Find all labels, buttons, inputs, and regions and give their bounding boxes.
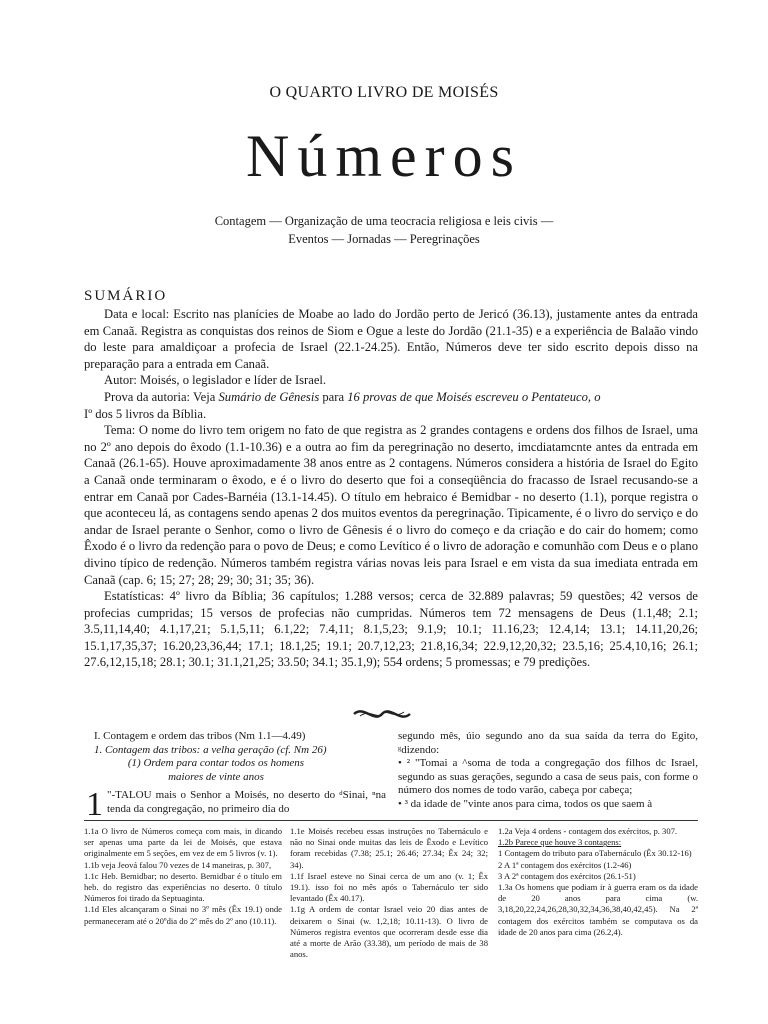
summary-heading: SUMÁRIO [84, 288, 168, 304]
outline-column [86, 730, 386, 823]
footnote: 1.2a Veja 4 ordens - contagem dos exércitos, p. 307. [498, 826, 678, 836]
verse-text: "-TALOU mais o Senhor a Moisés, no deserto do ᵈSinai, ⁿna tenda da congregação, no primeiro dia do [107, 789, 386, 815]
summary-body [84, 306, 698, 671]
footnotes-column-1 [84, 826, 282, 927]
subtitle-line: Eventos — Jornadas — Peregrinações [288, 232, 480, 246]
footnotes-column-2 [290, 826, 488, 960]
outline-heading-3: (1) Ordem para contar todos os homens [127, 757, 305, 769]
main-title: Números [246, 123, 522, 189]
footnote: 1.1f Israel esteve no Sinai cerca de um ano (v. 1; Êx 19.1). isso foi no mês após o Tabernáculo ter sido levantado (Êx 40.17). [290, 870, 488, 904]
footnote: 3 A 2ª contagem dos exércitos (26.1-51) [498, 870, 636, 881]
prova-text: para [319, 389, 348, 404]
chapter-dropcap: 1 [86, 786, 103, 823]
footnote: 1.1b veja Jeová falou 70 vezes de 14 maneiras, p. 307, [84, 859, 272, 870]
footnotes-column-3 [498, 826, 698, 938]
prova-text: Prova da autoria: Veja [104, 389, 219, 404]
verse-paragraph: • ³ da idade de "vinte anos para cima, todos os que saem à [398, 797, 653, 810]
footnote: 1 Contagem do tributo para oTabernáculo (Êx 30.12-16) [498, 848, 692, 859]
outline-heading-1: I. Contagem e ordem das tribos (Nm 1.1—4.49) [94, 730, 306, 742]
summary-estatisticas: Estatísticas: 4º livro da Bíblia; 36 capítulos; 1.288 versos; cerca de 32.889 palavras; 59 questões; 42 versos de profecias cumpridas; 15 versos de profecias não cumpridas. Números tem 72 mensagens de Deus (1.1,48; 2.1; 3.5,11,14,40; 4.1,17,21; 5.1,5,11; 6.1,22; 7.4,11; 8.1,5,23; 9.1,9; 10.1; 11.16,23; 12.4,14; 13.1; 14.11,20,26; 15.1,17,35,37; 16.20,23,36,44; 17.1; 18.1,25; 19.1; 20.7,12,23; 21.8,16,34; 22.9,12,20,32; 23.5,16; 25.4,10,16; 26.1; 27.6,12,15,18; 28.1; 30.1; 31.1,21,25; 33.50; 34.1; 35.1,9); 554 ordens; 5 promessas; e 79 predições. [84, 589, 698, 670]
summary-data-local: Data e local: Escrito nas planícies de Moabe ao lado do Jordão perto de Jericó (36.13), justamente antes da entrada em Canaã. Registra as conquistas dos reinos de Siom e Ogue a leste do Jordão (21.1-35) e a experiência de Balaão vindo do leste para amaldiçoar a profecia de Israel (22.1-24.25). Então, Números deve ter sido escrito depois disso na preparação para a entrada em Canaã. [84, 307, 698, 371]
outline-heading-2: 1. Contagem das tribos: a velha geração (cf. Nm 26) [94, 743, 327, 756]
verse-column [398, 730, 698, 811]
footnote: 1.1c Heb. Bemidbar; no deserto. Bemidbar é o título em heb. do registro das experiências no deserto. 0 título Números foi tirado da Septuaginta. [84, 870, 282, 904]
footnote: 1.3a Os homens que podiam ir à guerra eram os da idade de 20 anos para cima (w. 3,18,20,22,24,26,28,30,32,34,36,38,40,42,45). Na 2ª contagem dos exércitos também se computava os da idade de 20 anos para cima (26.2,4). [498, 882, 698, 937]
footnote: 2 A 1ª contagem dos exércitos (1.2-46) [498, 859, 632, 870]
prova-italic: 16 provas de que Moisés escreveu o Pentateuco, o [347, 389, 601, 404]
book-title: O QUARTO LIVRO DE MOISÉS [269, 84, 499, 101]
footnote-divider [84, 820, 698, 821]
outline-heading-4: maiores de vinte anos [168, 770, 264, 783]
footnote: 1.2b Parece que houve 3 contagens: [498, 837, 622, 848]
ornament-icon [352, 705, 412, 723]
prova-italic: Sumário de Gênesis [218, 389, 320, 404]
verse-paragraph: • ² "Tomai a ^soma de toda a congregação dos filhos dc Israel, segundo as suas gerações, segundo a casa de seus pais, con forme o número dos nomes de todo varão, cabeça por cabeça; [398, 757, 698, 796]
footnote: 1.1a O livro de Números começa com mais, in dicando ser apenas uma parte da lei de Moisés, que estava originalmente em 5 seções, em vez de em 5 livros (v. 1). [84, 826, 282, 859]
verse-block [86, 786, 386, 823]
subtitle-line: Contagem — Organização de uma teocracia religiosa e leis civis — [214, 214, 554, 228]
verse-paragraph: segundo mês, úio segundo ano da sua saída da terra do Egito, ᵍdizendo: [398, 730, 698, 756]
footnote: 1.1d Eles alcançaram o Sinai no 3º mês (Êx 19.1) onde permaneceram até o 20ºdia do 2º mês do 2º ano (10.11). [84, 904, 282, 926]
summary-autor: Autor: Moisés, o legislador e líder de Israel. [104, 373, 327, 388]
footnote: 1.1g A ordem de contar Israel veio 20 dias antes de deixarem o Sinai (w. 1,2,18; 10.11-13). O livro de Números registra eventos que ocorreram desde esse dia até a morte de Arão (33.38), um período de mais de 38 anos. [290, 904, 488, 960]
summary-prova-line2: Iº dos 5 livros da Bíblia. [84, 406, 207, 421]
summary-prova [84, 389, 698, 406]
footnote: 1.1e Moisés recebeu essas instruções no Tabernáculo e não no Sinai onde muitas das leis de Êxodo e Levítico foram recebidas (7.38; 25.1; 26.46; 27.34; Êx 24; 32; 34). [290, 826, 488, 870]
subtitle [120, 212, 648, 248]
summary-tema: Tema: O nome do livro tem origem no fato de que registra as 2 grandes contagens e ordens dos filhos de Israel, uma no 2º ano depois do êxodo (1.1-10.36) e a outra ao fim da peregrinação no deserto, imcdiatamcnte antes da entrada em Canaã (26.1-65). Houve aproximadamente 38 anos entre as 2 contagens. Números considera a história de Israel do Egito a Canaã onde terminaram o êxodo, e é o livro do deserto que foi a conseqüência do fracasso de Israel recusando-se a entrar em Canaã por Cades-Barnéia (13.1-14.45). O título em hebraico é Bemidbar - no deserto (1.1), porque registra o que aconteceu lá, as contagens sendo apenas 2 dos muitos eventos da peregrinação. Tipicamente, é o livro do serviço e do andar de Israel perante o Senhor, como o livro de Gênesis é o livro do começo e da criação e do cair do homem; como Êxodo é o livro da redenção para o povo de Deus; e como Levítico é o livro de adoração e comunhão com Deus e o plano divino típico de redenção. Números também registra várias novas leis para Israel e em vista da sua imediata entrada em Canaã (cap. 6; 15; 27; 28; 29; 30; 31; 35; 36). [84, 423, 698, 587]
